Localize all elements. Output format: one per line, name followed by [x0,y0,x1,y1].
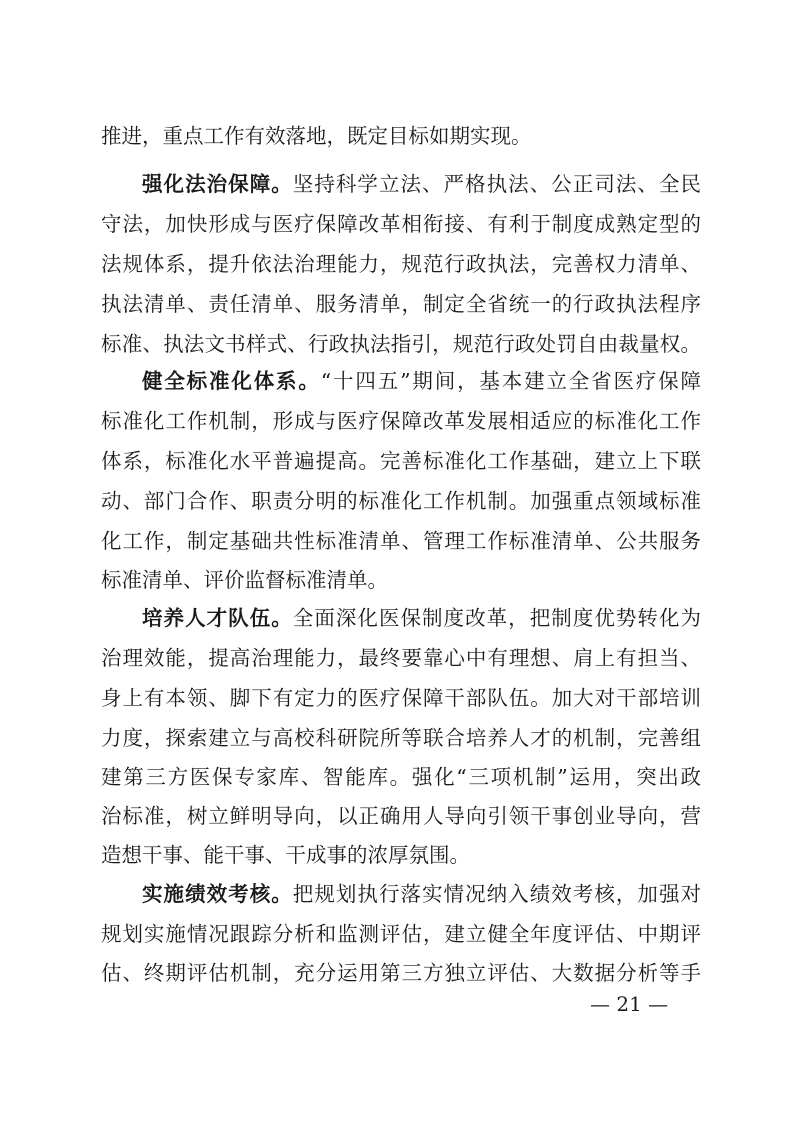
paragraph-talent-first-line [142,608,701,629]
paragraph-talent-line: 治理效能，提高治理能力，最终要靠心中有理想、肩上有担当、 [101,646,701,670]
paragraph-law-line: 法规体系，提升依法治理能力，规范行政执法，完善权力清单、 [101,252,701,276]
paragraph-assess-line: 估、终期评估机制，充分运用第三方独立评估、大数据分析等手 [101,961,701,985]
paragraph-standard-line: 标准清单、评价监督标准清单。 [101,568,388,592]
paragraph-standard-line: 标准化工作机制，形成与医疗保障改革发展相适应的标准化工作 [101,409,701,433]
paragraph-law-line: 执法清单、责任清单、服务清单，制定全省统一的行政执法程序 [101,292,701,316]
paragraph-talent-line: 建第三方医保专家库、智能库。强化“三项机制”运用，突出政 [101,765,701,789]
paragraph-talent-line: 治标准，树立鲜明导向，以正确用人导向引领干事创业导向，营 [101,804,701,828]
paragraph-talent-line: 造想干事、能干事、干成事的浓厚氛围。 [101,843,470,867]
paragraph-law-line: 标准、执法文书样式、行政执法指引，规范行政处罚自由裁量权。 [101,332,701,356]
paragraph-standard-line: 体系，标准化水平普遍提高。完善标准化工作基础，建立上下联 [101,449,701,473]
paragraph-standard-line: 动、部门合作、职责分明的标准化工作机制。加强重点领域标准 [101,489,701,513]
page-number: — 21 — [590,992,669,1016]
paragraph-standard-line: 化工作，制定基础共性标准清单、管理工作标准清单、公共服务 [101,529,701,553]
paragraph-standard-line: “十四五”期间，基本建立全省医疗保障 [320,369,701,393]
paragraph-assess-heading: 实施绩效考核。 [142,882,293,906]
paragraph-talent-line: 身上有本领、脚下有定力的医疗保障干部队伍。加大对干部培训 [101,686,701,710]
paragraph-talent-line: 力度，探索建立与高校科研院所等联合培养人才的机制，完善组 [101,726,701,750]
paragraph-intro-line: 推进，重点工作有效落地，既定目标如期实现。 [101,124,532,148]
paragraph-assess-line: 把规划执行落实情况纳入绩效考核，加强对 [292,882,702,906]
paragraph-assess-line: 规划实施情况跟踪分析和监测评估，建立健全年度评估、中期评 [101,922,701,946]
paragraph-law-line: 守法，加快形成与医疗保障改革相衔接、有利于制度成熟定型的 [101,212,701,236]
paragraph-law-first-line [142,174,701,195]
paragraph-talent-line: 全面深化医保制度改革，把制度优势转化为 [292,606,702,630]
paragraph-talent-heading: 培养人才队伍。 [142,606,293,630]
paragraph-standard-heading: 健全标准化体系。 [142,369,321,393]
paragraph-standard-first-line [142,371,701,392]
paragraph-law-line: 坚持科学立法、严格执法、公正司法、全民 [292,172,702,196]
paragraph-law-heading: 强化法治保障。 [142,172,293,196]
paragraph-assess-first-line [142,884,701,905]
